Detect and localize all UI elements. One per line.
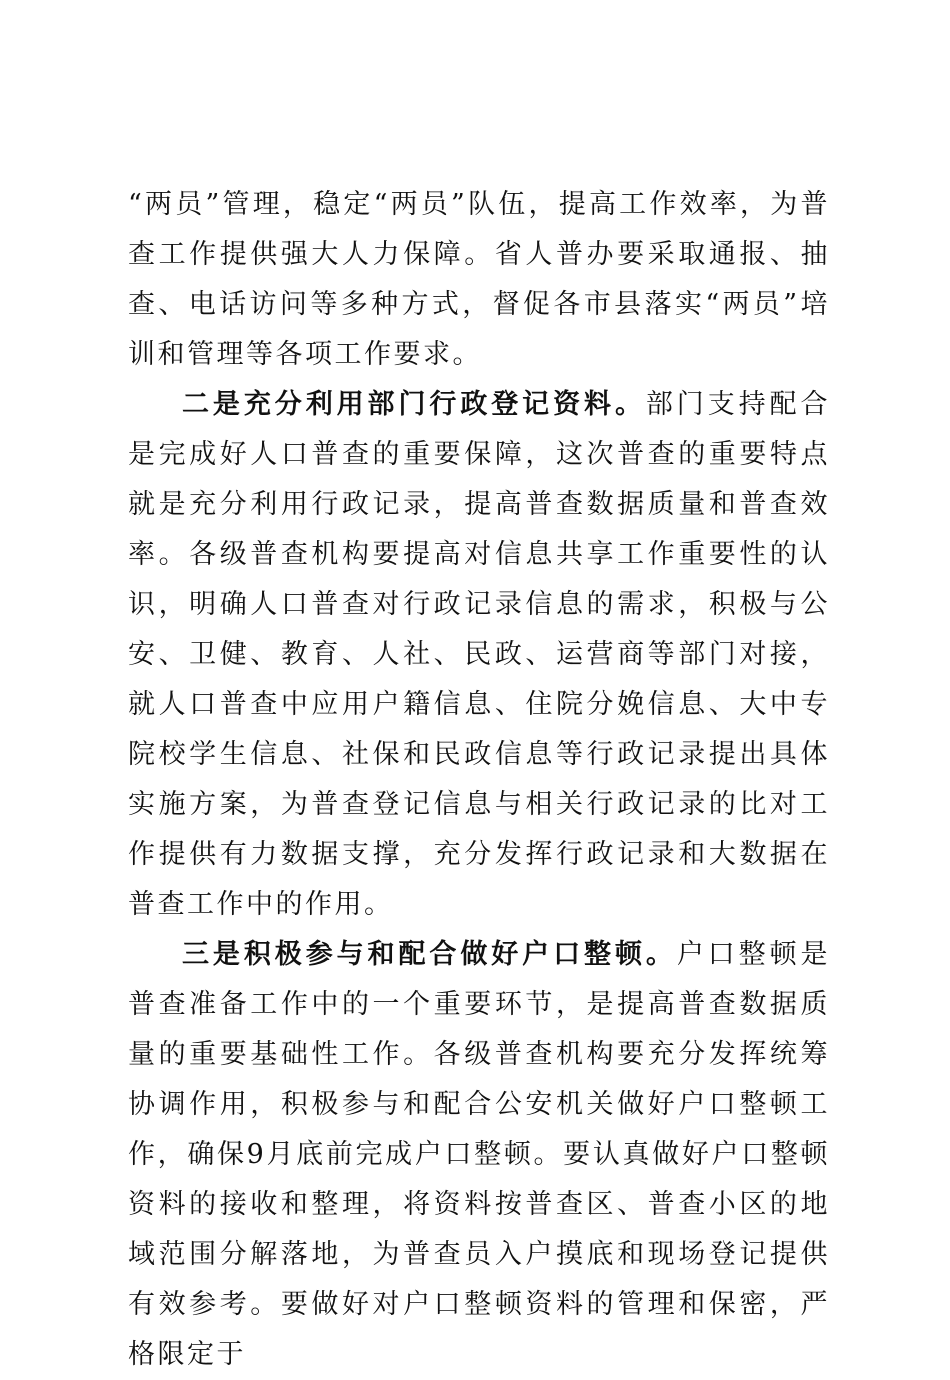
paragraph-2-text: 部门支持配合是完成好人口普查的重要保障，这次普查的重要特点就是充分利用行政记录，提高普查数据质量和普查效率。各级普查机构要提高对信息共享工作重要性的认识，明确人口普查对行政记录信息的需求，积极与公安、卫健、教育、人社、民政、运营商等部门对接，就人口普查中应用户籍信息、住院分娩信息、大中专院校学生信息、社保和民政信息等行政记录提出具体实施方案，为普查登记信息与相关行政记录的比对工作提供有力数据支撑，充分发挥行政记录和大数据在普查工作中的作用。 — [128, 389, 830, 920]
paragraph-3-text: 户口整顿是普查准备工作中的一个重要环节，是提高普查数据质量的重要基础性工作。各级普查机构要充分发挥统筹协调作用，积极参与和配合公安机关做好户口整顿工作，确保9月底前完成户口整顿。要认真做好户口整顿资料的接收和整理，将资料按普查区、普查小区的地域范围分解落地，为普查员入户摸底和现场登记提供有效参考。要做好对户口整顿资料的管理和保密，严格限定于 — [128, 939, 831, 1370]
paragraph-1-text: “两员”管理，稳定“两员”队伍，提高工作效率，为普查工作提供强大人力保障。省人普办要采取通报、抽查、电话访问等多种方式，督促各市县落实“两员”培训和管理等各项工作要求。 — [128, 189, 830, 370]
paragraph-1 — [128, 180, 830, 380]
paragraph-3-heading: 三是积极参与和配合做好户口整顿。 — [182, 939, 677, 970]
body-text — [128, 180, 830, 1380]
paragraph-3 — [128, 930, 830, 1380]
paragraph-2-heading: 二是充分利用部门行政登记资料。 — [182, 389, 646, 420]
paragraph-2 — [128, 380, 830, 930]
